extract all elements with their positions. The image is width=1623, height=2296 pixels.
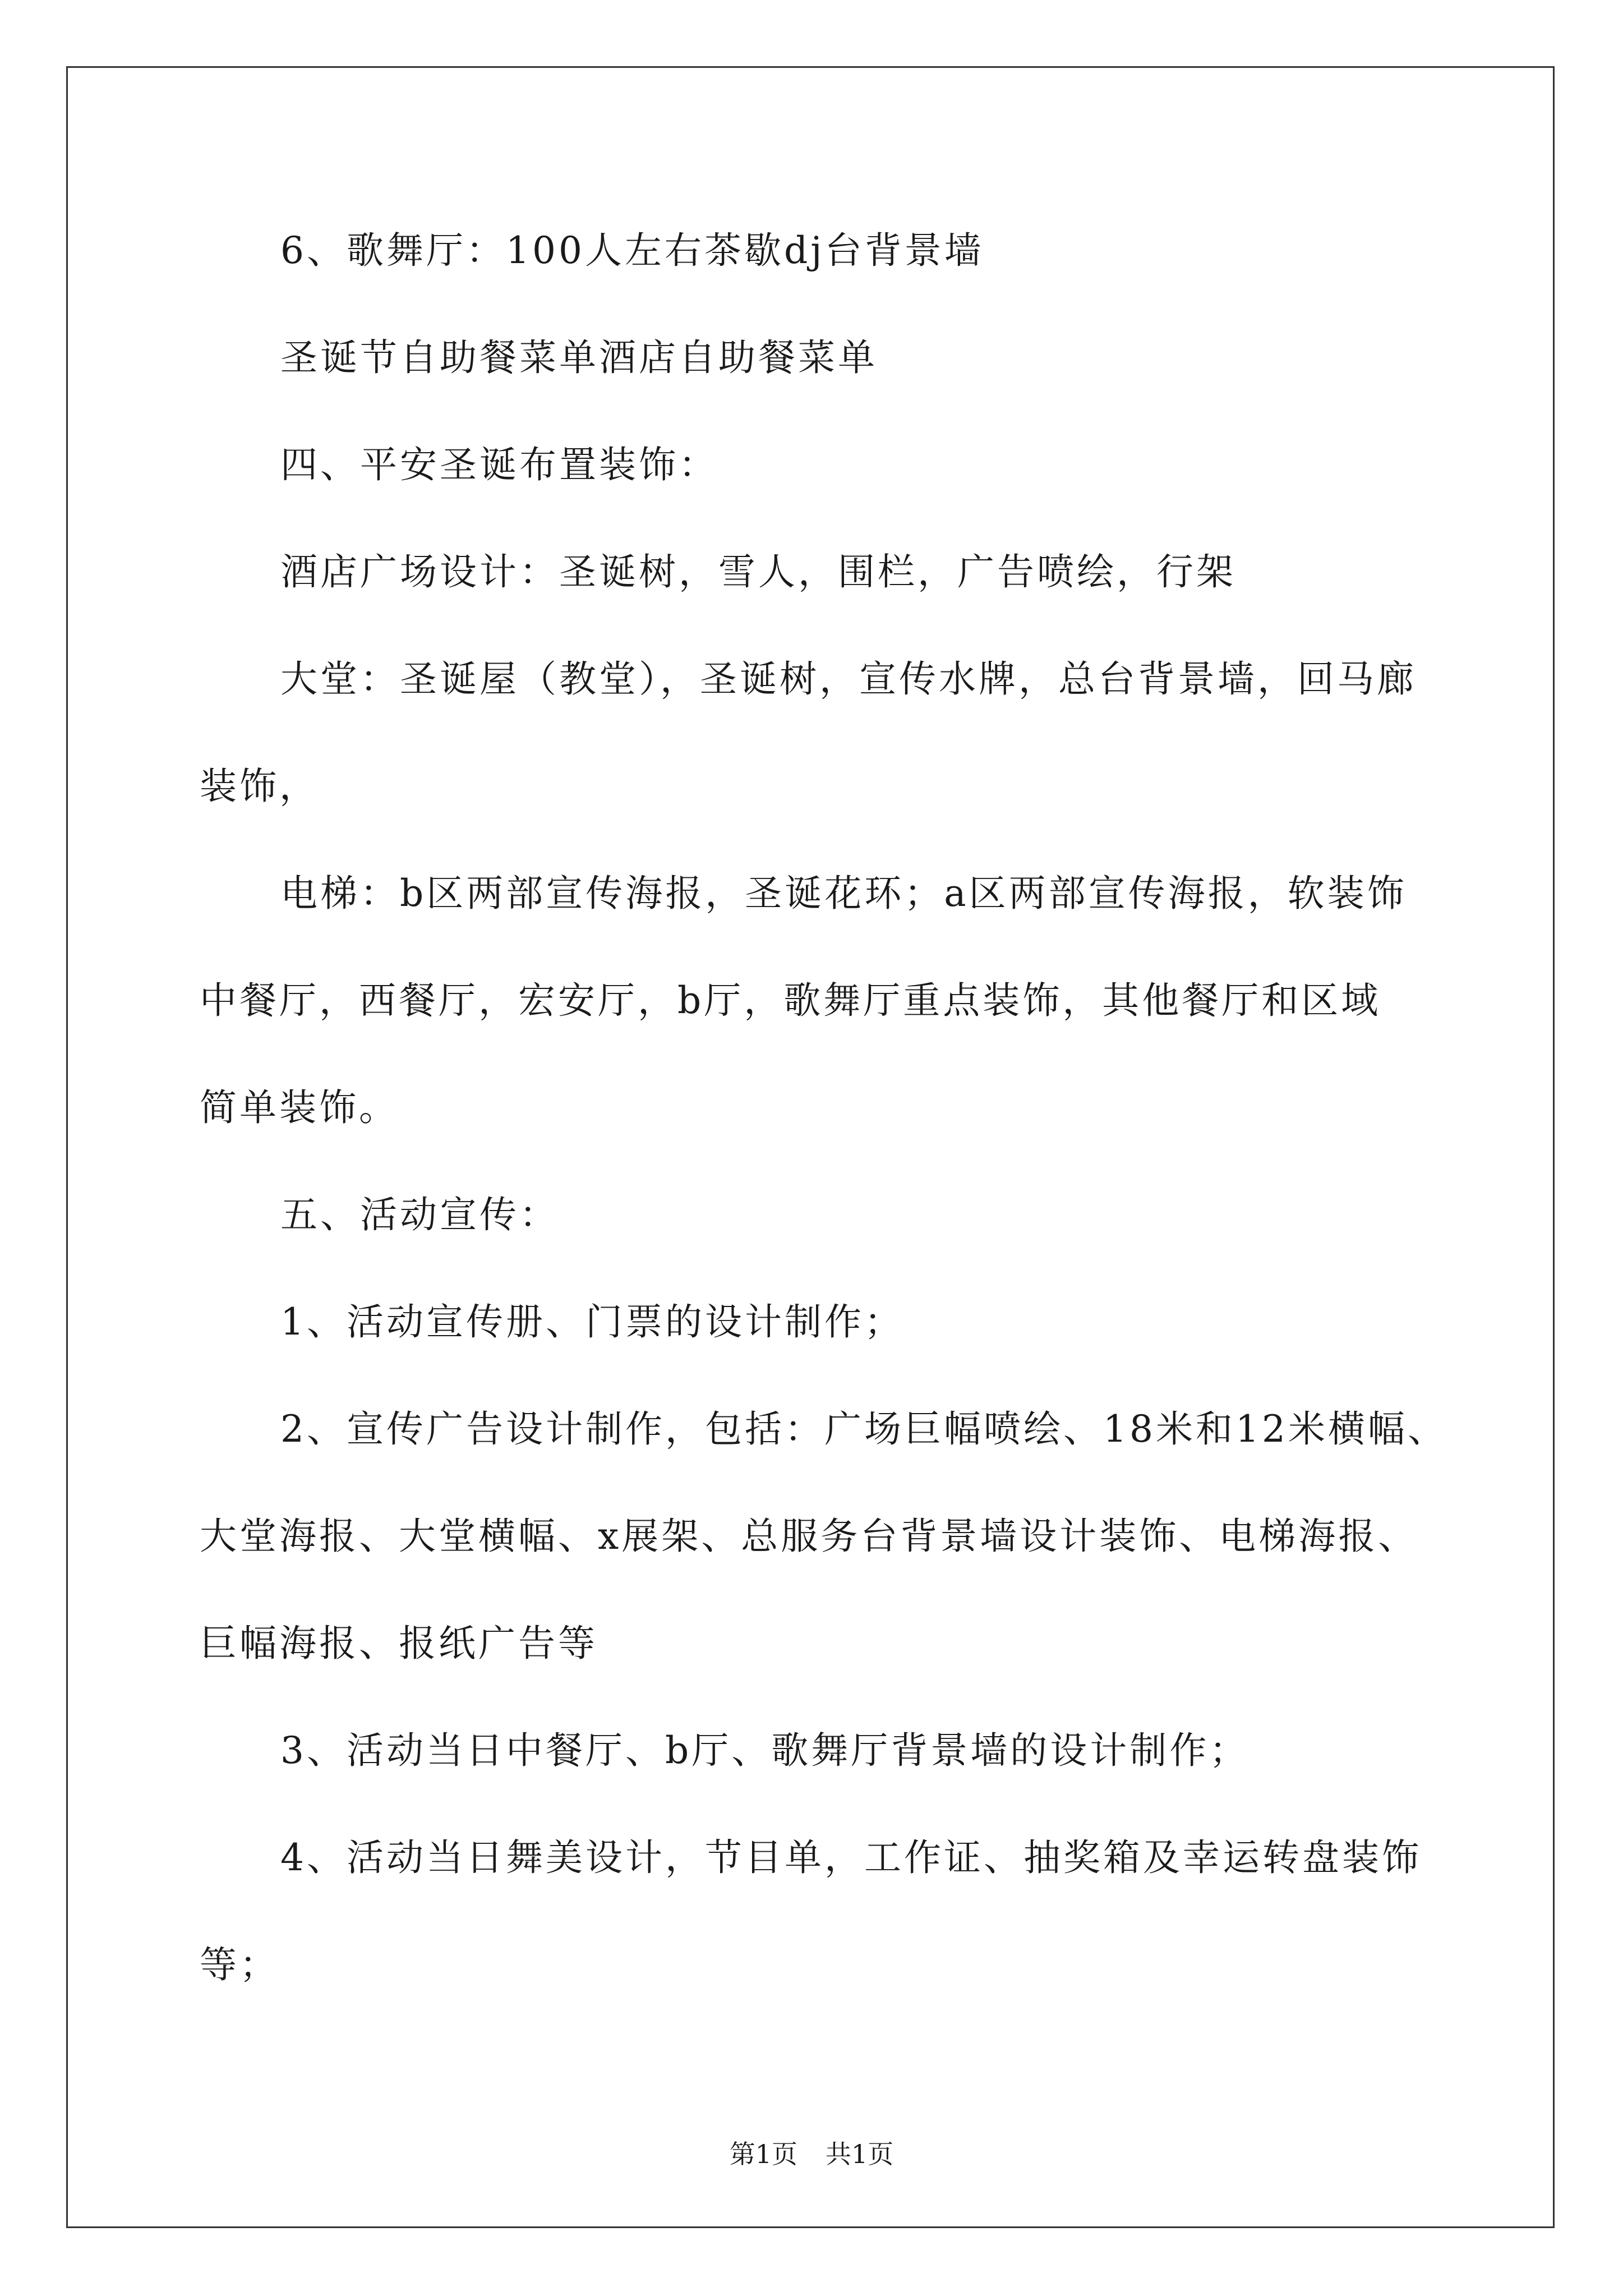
paragraph-line: 电梯：b区两部宣传海报，圣诞花环；a区两部宣传海报，软装饰 bbox=[280, 872, 1407, 915]
page-footer bbox=[0, 2137, 1623, 2171]
paragraph-line: 2、宣传广告设计制作，包括：广场巨幅喷绘、18米和12米横幅、 bbox=[280, 1407, 1447, 1451]
paragraph-line: 巨幅海报、报纸广告等 bbox=[200, 1622, 598, 1665]
page-total: 共1页 bbox=[826, 2139, 894, 2169]
paragraph-line: 等； bbox=[200, 1943, 279, 1986]
paragraph-line: 6、歌舞厅：100人左右茶歇dj台背景墙 bbox=[280, 229, 984, 272]
paragraph-line: 圣诞节自助餐菜单酒店自助餐菜单 bbox=[280, 336, 878, 379]
paragraph-line: 五、活动宣传： bbox=[280, 1193, 559, 1236]
paragraph-line: 中餐厅，西餐厅，宏安厅，b厅，歌舞厅重点装饰，其他餐厅和区域 bbox=[200, 979, 1381, 1022]
paragraph-line: 酒店广场设计：圣诞树，雪人，围栏，广告喷绘，行架 bbox=[280, 550, 1236, 593]
paragraph-line: 大堂：圣诞屋（教堂），圣诞树，宣传水牌，总台背景墙，回马廊 bbox=[280, 657, 1417, 701]
paragraph-line: 3、活动当日中餐厅、b厅、歌舞厅背景墙的设计制作； bbox=[280, 1729, 1249, 1772]
paragraph-line: 大堂海报、大堂横幅、x展架、总服务台背景墙设计装饰、电梯海报、 bbox=[200, 1515, 1418, 1558]
paragraph-line: 4、活动当日舞美设计，节目单，工作证、抽奖箱及幸运转盘装饰 bbox=[280, 1836, 1422, 1879]
paragraph-line: 四、平安圣诞布置装饰： bbox=[280, 443, 718, 486]
page-border bbox=[66, 66, 1555, 2228]
paragraph-line: 装饰， bbox=[200, 765, 319, 808]
page-number: 第1页 bbox=[729, 2139, 797, 2169]
paragraph-line: 1、活动宣传册、门票的设计制作； bbox=[280, 1300, 904, 1343]
paragraph-line: 简单装饰。 bbox=[200, 1086, 399, 1129]
